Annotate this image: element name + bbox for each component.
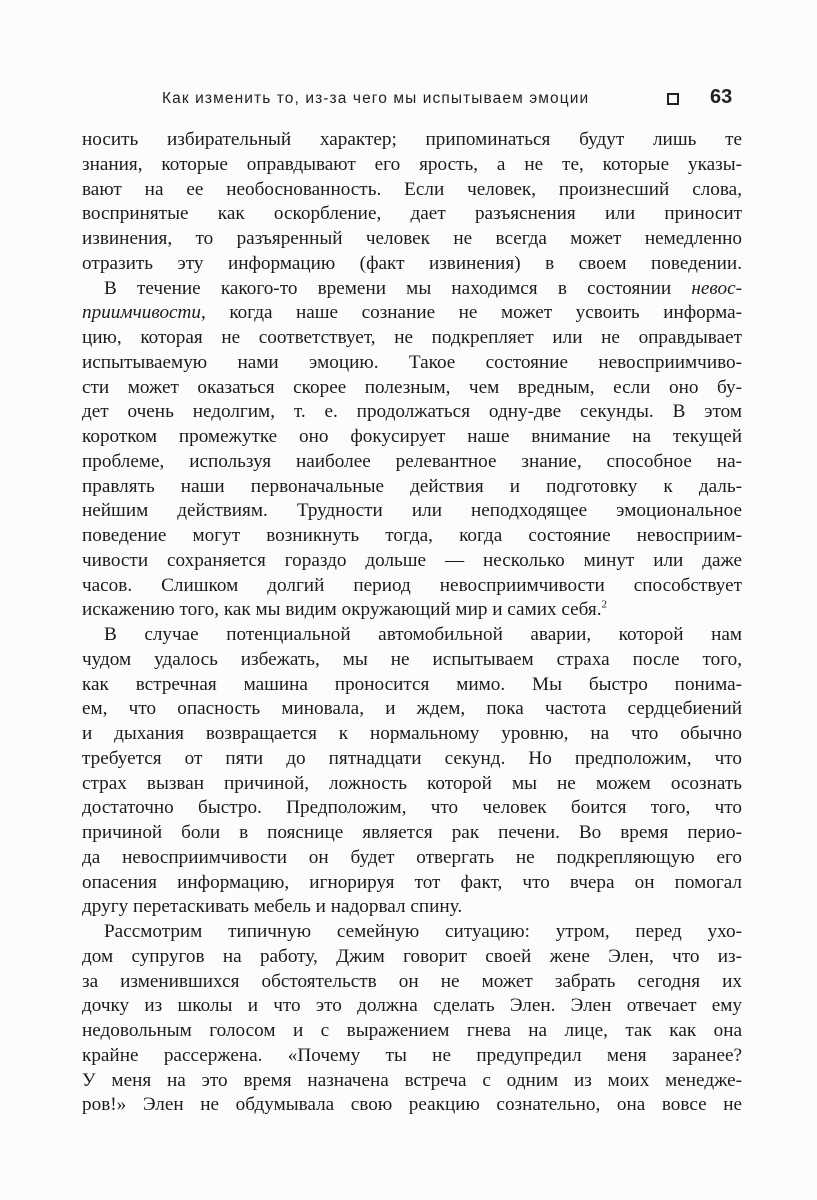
text-line [82,301,742,326]
text-line [82,598,742,623]
text-line: отразить эту информацию (факт извинения) в своем поведении. [82,252,742,274]
running-title: Как изменить то, из-за чего мы испытываем эмоции [162,90,590,107]
text-line: дом супругов на работу, Джим говорит своей жене Элен, что из- [82,945,742,967]
text-line: воспринятые как оскорбление, дает разъяснения или приносит [82,203,742,225]
text-line: носить избирательный характер; припоминаться будут лишь те [82,129,742,150]
text-line: достаточно быстро. Предположим, что человек боится того, что [82,797,742,819]
text-line: чивости сохраняется гораздо дольше — несколько минут или даже [82,549,742,571]
text-line: дет очень недолгим, т. е. продолжаться одну-две секунды. В этом [82,401,742,423]
text-line: извинения, то разъяренный человек не всегда может немедленно [82,228,742,249]
text-line: ем, что опасность миновала, и ждем, пока частота сердцебиений [82,698,742,720]
text-run: искажению того, как мы видим окружающий мир и самих себя. [82,599,602,621]
text-line: опасения информацию, игнорируя тот факт, что вчера он помогал [82,871,742,893]
text-line: да невосприимчивости он будет отвергать не подкрепляющую его [82,846,742,868]
text-line: и дыхания возвращается к нормальному уровню, на что обычно [82,723,742,744]
text-run: В течение какого-то времени мы находимся в состоянии [104,277,692,299]
text-run: , когда наше сознание не может усвоить информа- [201,302,742,324]
text-line: за изменившихся обстоятельств он не может забрать сегодня их [82,970,742,992]
text-line: испытываемую нами эмоцию. Такое состояние невосприимчиво- [82,351,742,373]
text-line: цию, которая не соответствует, не подкрепляет или не оправдывает [82,327,742,348]
italic-term: невос- [691,277,742,299]
text-line: Рассмотрим типичную семейную ситуацию: утром, перед ухо- [104,921,742,942]
text-line: сти может оказаться скорее полезным, чем вредным, если оно бу- [82,376,742,398]
text-line: чудом удалось избежать, мы не испытываем страха после того, [82,648,742,670]
text-line: недовольным голосом и с выражением гнева на лице, так как она [82,1020,742,1041]
text-line: требуется от пяти до пятнадцати секунд. Но предположим, что [82,747,742,769]
text-line: знания, которые оправдывают его ярость, а не те, которые указы- [82,153,742,175]
text-line [82,277,742,302]
text-line: проблеме, используя наиболее релевантное знание, способное на- [82,450,742,472]
text-line: поведение могут возникнуть тогда, когда состояние невосприим- [82,525,742,546]
page-number: 63 [710,86,733,108]
text-line: В случае потенциальной автомобильной аварии, которой нам [104,624,742,645]
italic-term: приимчивости [82,302,202,324]
text-line: крайне рассержена. «Почему ты не предупредил меня заранее? [82,1044,742,1066]
text-line: коротком промежутке оно фокусирует наше внимание на текущей [82,426,742,447]
text-line: нейшим действиям. Трудности или неподходящее эмоциональное [82,500,742,522]
body-text [82,128,742,1118]
text-line: другу перетаскивать мебель и надорвал спину. [82,896,463,918]
text-line: правлять наши первоначальные действия и подготовку к даль- [82,475,742,497]
running-header [162,88,742,114]
footnote-reference[interactable]: 2 [601,598,608,611]
text-line: ров!» Элен не обдумывала свою реакцию сознательно, она вовсе не [82,1094,742,1116]
square-ornament-icon [667,93,679,105]
text-line: страх вызван причиной, ложность которой мы не можем осознать [82,772,742,794]
text-line: как встречная машина проносится мимо. Мы быстро понима- [82,673,742,695]
text-line: причиной боли в пояснице является рак печени. Во время перио- [82,822,742,843]
text-line: часов. Слишком долгий период невосприимчивости способствует [82,574,742,596]
text-line: У меня на это время назначена встреча с одним из моих менедже- [82,1069,742,1091]
text-line: вают на ее необоснованность. Если человек, произнесший слова, [82,178,742,200]
text-line: дочку из школы и что это должна сделать Элен. Элен отвечает ему [82,995,742,1017]
